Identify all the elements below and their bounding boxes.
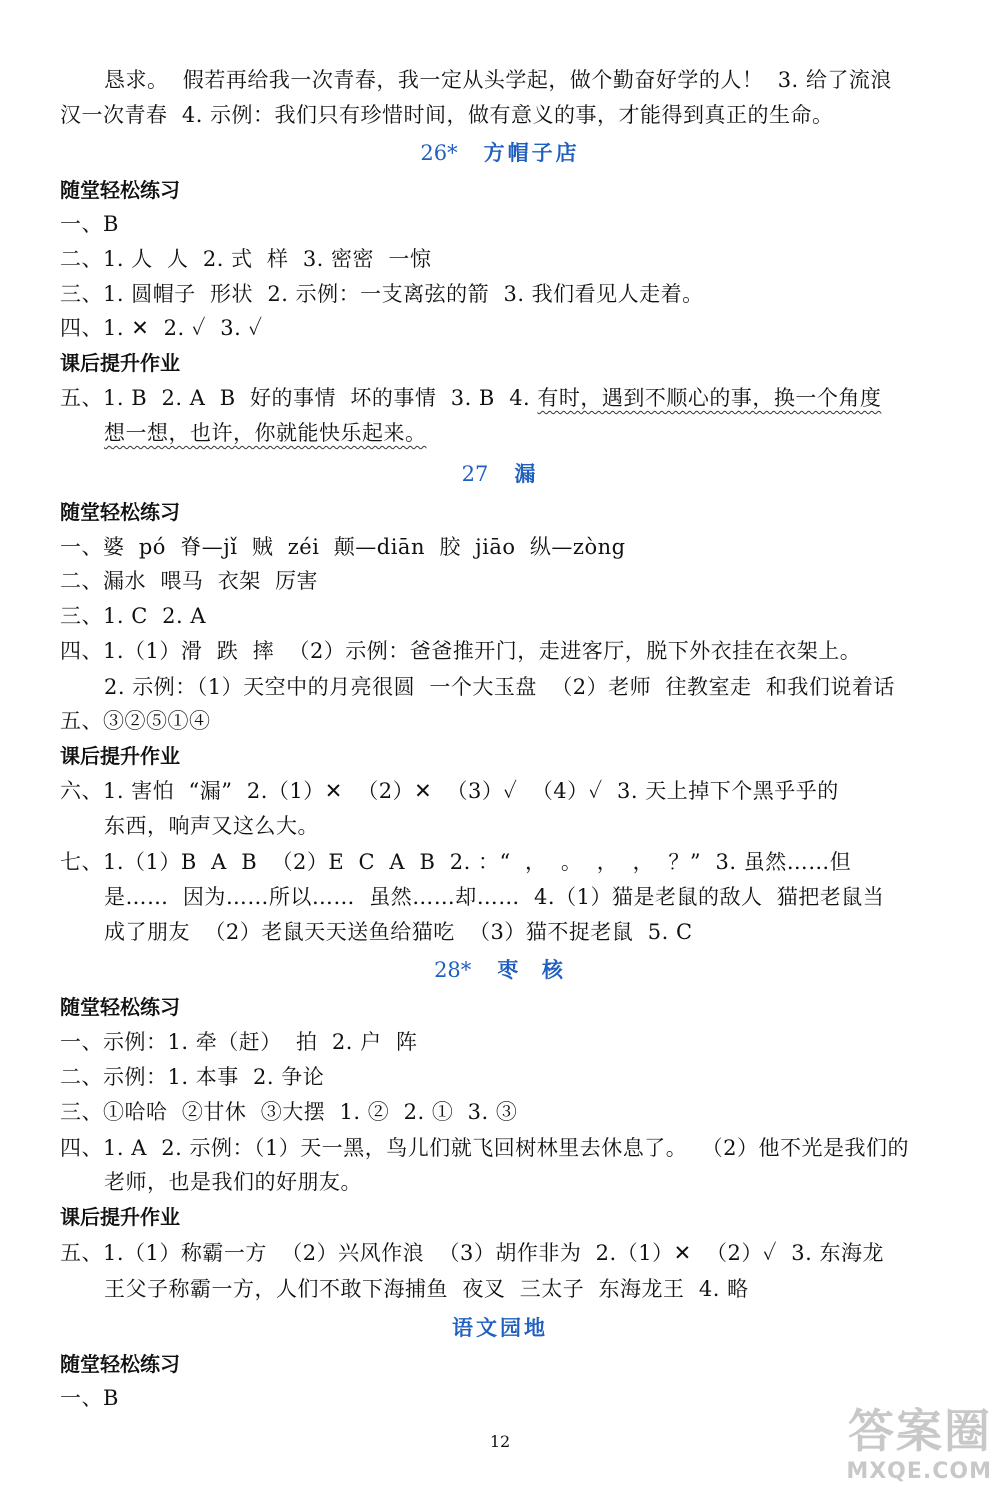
lesson-number: 26* (420, 141, 458, 165)
text-line (60, 384, 881, 412)
section-label: 课后提升作业 (60, 351, 180, 375)
wavy-underlined-text: 有时，遇到不顺心的事，换一个角度 (537, 386, 882, 410)
page-number: 12 (489, 1432, 511, 1451)
wavy-underlined-text: 想一想，也许，你就能快乐起来。 (104, 421, 427, 445)
text-line: 一、B (60, 212, 119, 236)
text-line (104, 419, 427, 447)
text-line: 四、1. ✕ 2. ✓ 3. ✓ (60, 316, 263, 340)
text-line: 二、1. 人 人 2. 式 样 3. 密密 一惊 (60, 247, 432, 271)
text-line: 五、1.（1）称霸一方 （2）兴风作浪 （3）胡作非为 2.（1）✕ （2）✓ 3. 东海龙 (60, 1241, 884, 1265)
section-label: 随堂轻松练习 (60, 178, 180, 202)
text-line: 四、1. A 2. 示例：（1）天一黑，鸟儿们就飞回树林里去休息了。 （2）他不光是我们的 (60, 1136, 910, 1160)
text-line: 王父子称霸一方，人们不敢下海捕鱼 夜叉 三太子 东海龙王 4. 略 (104, 1277, 749, 1301)
text-line: 六、1. 害怕 “漏” 2.（1）✕ （2）✕ （3）✓ （4）✓ 3. 天上掉下个黑乎乎的 (60, 779, 839, 803)
text-line: 七、1.（1）B A B （2）E C A B 2. ：“ ， 。 ， ， ？” 3. 虽然……但 (60, 850, 852, 874)
text-line: 老师，也是我们的好朋友。 (104, 1170, 362, 1194)
text-line: 五、③②⑤①④ (60, 709, 211, 733)
text-line: 一、示例：1. 牵（赶） 拍 2. 户 阵 (60, 1030, 418, 1054)
text-line: 2. 示例：（1）天空中的月亮很圆 一个大玉盘 （2）老师 往教室走 和我们说着话 (104, 675, 895, 699)
watermark-brand: 答案圈 (848, 1404, 992, 1458)
lesson-number: 27 (461, 462, 489, 486)
text-line: 三、1. 圆帽子 形状 2. 示例：一支离弦的箭 3. 我们看见人走着。 (60, 282, 704, 306)
text-line: 东西，响声又这么大。 (104, 814, 319, 838)
lesson-heading-28 (0, 956, 1000, 984)
text-line: 一、B (60, 1386, 119, 1410)
lesson-heading-26 (0, 139, 1000, 167)
lesson-title: 语文园地 (452, 1316, 548, 1340)
text-line: 四、1.（1）滑 跌 摔 （2）示例：爸爸推开门，走进客厅，脱下外衣挂在衣架上。 (60, 639, 862, 663)
section-label: 随堂轻松练习 (60, 1352, 180, 1376)
watermark-url: MXQE.COM (846, 1459, 992, 1484)
lesson-title: 漏 (514, 462, 539, 486)
section-label: 课后提升作业 (60, 744, 180, 768)
lesson-number: 28* (434, 958, 472, 982)
watermark (742, 1403, 992, 1493)
text-line: 二、示例：1. 本事 2. 争论 (60, 1065, 325, 1089)
text-line: 是…… 因为……所以…… 虽然……却…… 4.（1）猫是老鼠的敌人 猫把老鼠当 (104, 885, 885, 909)
section-label: 随堂轻松练习 (60, 995, 180, 1019)
lesson-heading-yuwen-yuandi (0, 1314, 1000, 1342)
section-label: 随堂轻松练习 (60, 500, 180, 524)
section-label: 课后提升作业 (60, 1205, 180, 1229)
text-line: 一、婆 pó 脊—jǐ 贼 zéi 颠—diān 胶 jiāo 纵—zòng (60, 535, 626, 559)
text-line: 三、1. C 2. A (60, 604, 207, 628)
lesson-title: 方帽子店 (483, 141, 580, 165)
text-line: 恳求。 假若再给我一次青春，我一定从头学起，做个勤奋好学的人！ 3. 给了流浪 (104, 68, 892, 92)
text-segment: 五、1. B 2. A B 好的事情 坏的事情 3. B 4. (60, 386, 538, 410)
text-line: 成了朋友 （2）老鼠天天送鱼给猫吃 （3）猫不捉老鼠 5. C (104, 920, 693, 944)
lesson-heading-27 (0, 460, 1000, 488)
lesson-title: 枣 核 (497, 958, 566, 982)
text-line: 三、①哈哈 ②甘休 ③大摆 1. ② 2. ① 3. ③ (60, 1100, 518, 1124)
text-line: 汉一次青春 4. 示例：我们只有珍惜时间，做有意义的事，才能得到真正的生命。 (60, 103, 834, 127)
text-line: 二、漏水 喂马 衣架 厉害 (60, 569, 319, 593)
